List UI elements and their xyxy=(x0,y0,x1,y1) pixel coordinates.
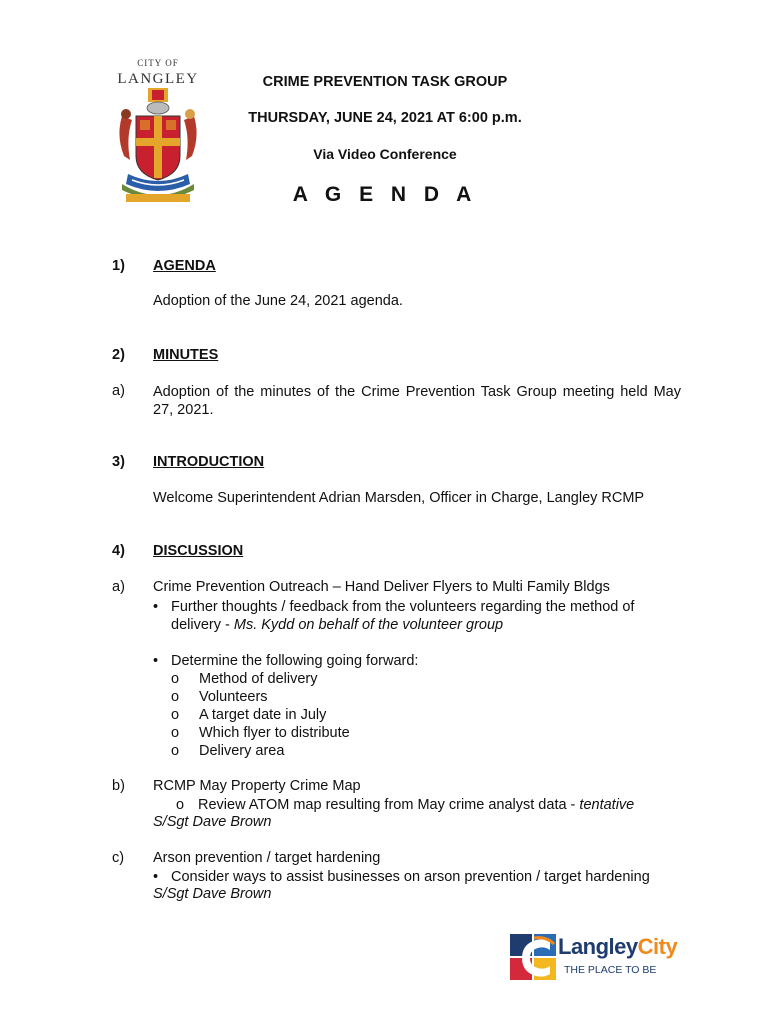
brand-name xyxy=(558,934,677,960)
item-4c-label: c) xyxy=(112,850,125,866)
circle-bullet-icon: o xyxy=(171,725,180,741)
bullet-icon: • xyxy=(153,869,159,885)
item-3-heading: INTRODUCTION xyxy=(153,454,265,470)
item-4a-label: a) xyxy=(112,579,125,595)
item-4c-title: Arson prevention / target hardening xyxy=(153,850,381,866)
item-4a-title: Crime Prevention Outreach – Hand Deliver Flyers to Multi Family Bldgs xyxy=(153,579,610,595)
circle-bullet-icon: o xyxy=(171,671,180,687)
bullet-1-line-1: Further thoughts / feedback from the volunteers regarding the method of xyxy=(171,599,635,615)
circle-bullet-icon: o xyxy=(176,797,185,813)
item-4c-bullet xyxy=(153,868,650,886)
brand-tagline: THE PLACE TO BE xyxy=(564,964,657,976)
item-4c-presenter: S/Sgt Dave Brown xyxy=(153,886,272,902)
bullet-2-text: Determine the following going forward: xyxy=(171,653,419,669)
item-2a-label: a) xyxy=(112,383,125,399)
item-4a-bullet-1-cont xyxy=(171,616,503,634)
bullet-1-presenter: Ms. Kydd on behalf of the volunteer group xyxy=(233,617,504,633)
item-4-number: 4) xyxy=(112,543,125,559)
item-4a-bullet-2 xyxy=(153,652,418,670)
item-4a-bullet-1 xyxy=(153,598,634,616)
subitem-1 xyxy=(171,670,317,688)
item-4c-bullet-text: Consider ways to assist businesses on arson prevention / target hardening xyxy=(171,869,650,885)
subitem-text: Method of delivery xyxy=(199,671,318,687)
crest-city-name: LANGLEY xyxy=(117,71,199,87)
agenda-heading: A G E N D A xyxy=(292,183,478,206)
item-3-number: 3) xyxy=(112,454,125,470)
item-4b-label: b) xyxy=(112,778,125,794)
subitem-2 xyxy=(171,688,268,706)
subitem-5 xyxy=(171,742,284,760)
item-4-heading: DISCUSSION xyxy=(153,543,244,559)
langley-city-logo xyxy=(510,932,680,984)
meeting-title: CRIME PREVENTION TASK GROUP xyxy=(262,74,508,90)
subitem-text: Which flyer to distribute xyxy=(199,725,350,741)
item-4b-subitem xyxy=(176,796,634,814)
subitem-4 xyxy=(171,724,350,742)
circle-bullet-icon: o xyxy=(171,689,180,705)
item-4b-sub-text: Review ATOM map resulting from May crime analyst data - xyxy=(198,797,580,813)
item-1-heading: AGENDA xyxy=(153,258,216,274)
item-4b-title: RCMP May Property Crime Map xyxy=(153,778,361,794)
item-2a-text: Adoption of the minutes of the Crime Prevention Task Group meeting held May 27, 2021. xyxy=(153,384,681,418)
crest-city-of: CITY OF xyxy=(137,58,179,68)
brand-name-city: City xyxy=(637,934,678,959)
item-4b-presenter: S/Sgt Dave Brown xyxy=(153,814,272,830)
item-4b-sub-tentative: tentative xyxy=(579,797,635,813)
circle-bullet-icon: o xyxy=(171,707,180,723)
langley-city-mark-icon xyxy=(510,934,556,982)
item-1-number: 1) xyxy=(112,258,125,274)
item-2-number: 2) xyxy=(112,347,125,363)
circle-bullet-icon: o xyxy=(171,743,180,759)
item-3-text: Welcome Superintendent Adrian Marsden, Officer in Charge, Langley RCMP xyxy=(153,490,645,506)
subitem-text: Delivery area xyxy=(199,743,285,759)
meeting-date: THURSDAY, JUNE 24, 2021 AT 6:00 p.m. xyxy=(248,110,522,126)
brand-name-langley: Langley xyxy=(558,934,638,959)
meeting-venue: Via Video Conference xyxy=(313,146,457,162)
bullet-icon: • xyxy=(153,653,159,669)
item-1-text: Adoption of the June 24, 2021 agenda. xyxy=(153,293,403,309)
bullet-icon: • xyxy=(153,599,159,615)
subitem-3 xyxy=(171,706,326,724)
bullet-1-line-2: delivery - xyxy=(171,617,234,633)
subitem-text: Volunteers xyxy=(199,689,268,705)
item-2-heading: MINUTES xyxy=(153,347,219,363)
subitem-text: A target date in July xyxy=(199,707,327,723)
